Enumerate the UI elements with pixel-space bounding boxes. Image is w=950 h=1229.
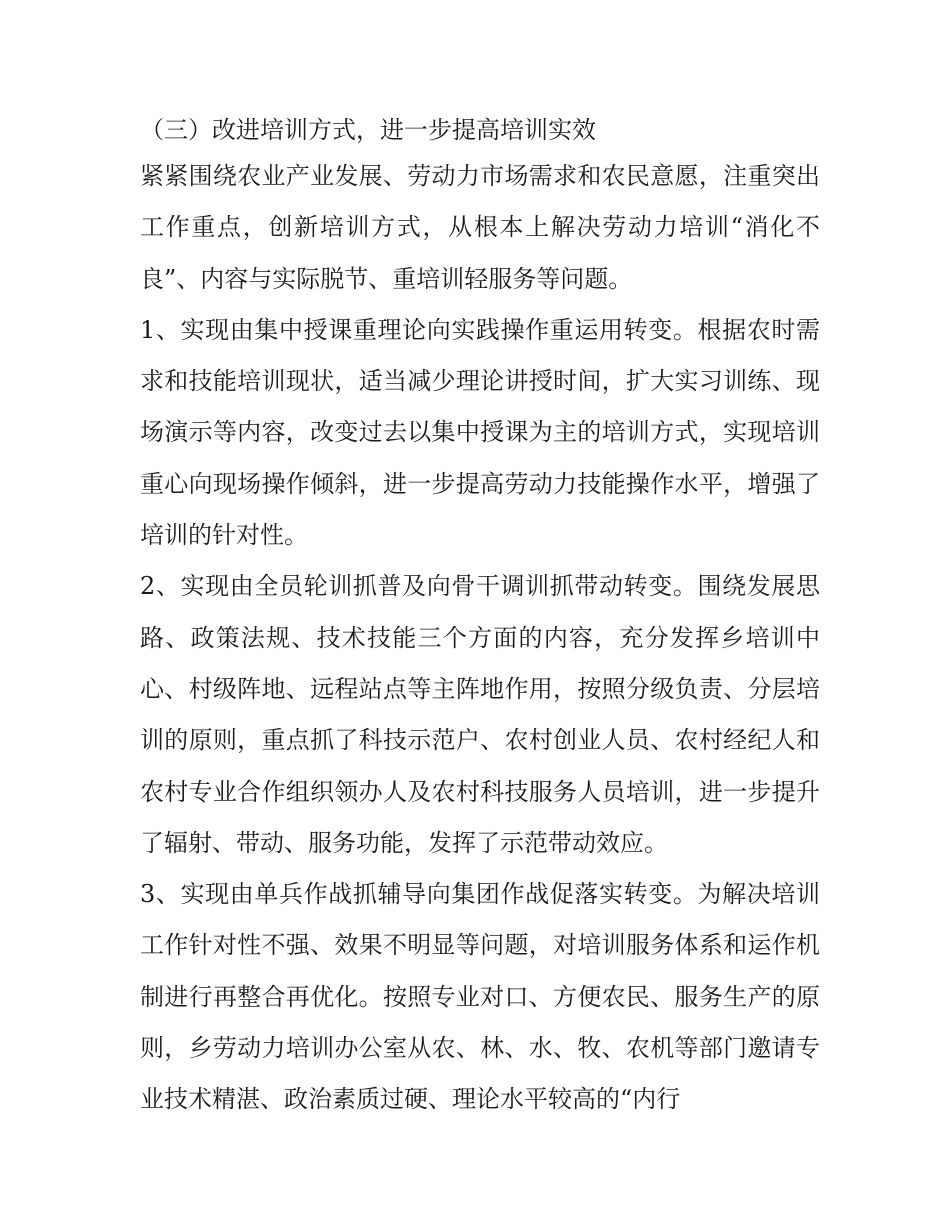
document-body (140, 110, 820, 1126)
item-2-paragraph: 2、实现由全员轮训抓普及向骨干调训抓带动转变。围绕发展思路、政策法规、技术技能三个方面的内容，充分发挥乡培训中心、村级阵地、远程站点等主阵地作用，按照分级负责、分层培训的原则，重点抓了科技示范户、农村创业人员、农村经纪人和农村专业合作组织领办人及农村科技服务人员培训，进一步提升了辐射、带动、服务功能，发挥了示范带动效应。 (140, 572, 820, 857)
intro-paragraph: 紧紧围绕农业产业发展、劳动力市场需求和农民意愿，注重突出工作重点，创新培训方式，从根本上解决劳动力培训“消化不良”、内容与实际脱节、重培训轻服务等问题。 (140, 162, 820, 293)
item-3-paragraph: 3、实现由单兵作战抓辅导向集团作战促落实转变。为解决培训工作针对性不强、效果不明显等问题，对培训服务体系和运作机制进行再整合再优化。按照专业对口、方便农民、服务生产的原则，乡劳动力培训办公室从农、林、水、牧、农机等部门邀请专业技术精湛、政治素质过硬、理论水平较高的“内行 (140, 880, 820, 1114)
item-1-paragraph: 1、实现由集中授课重理论向实践操作重运用转变。根据农时需求和技能培训现状，适当减少理论讲授时间，扩大实习训练、现场演示等内容，改变过去以集中授课为主的培训方式，实现培训重心向现场操作倾斜，进一步提高劳动力技能操作水平，增强了培训的针对性。 (140, 315, 820, 550)
section-heading: （三）改进培训方式，进一步提高培训实效 (140, 116, 596, 144)
